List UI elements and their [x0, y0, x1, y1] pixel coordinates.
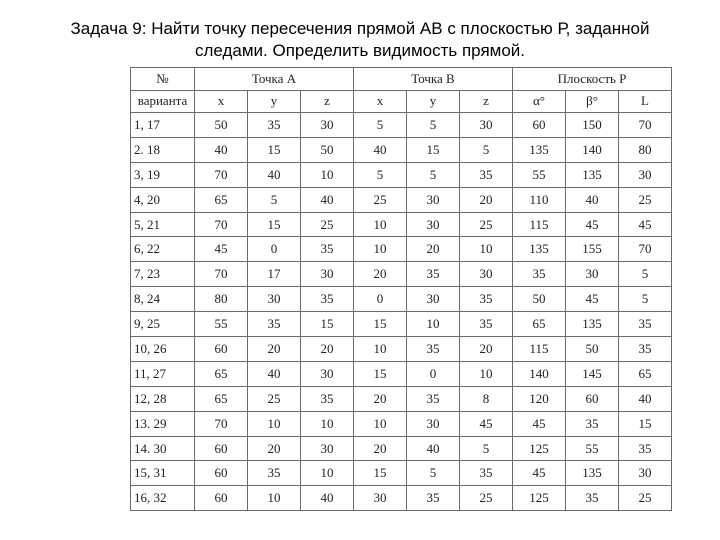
value-cell: 60 — [195, 337, 248, 362]
value-cell: 110 — [513, 187, 566, 212]
table-row — [131, 337, 672, 362]
header-number: № — [131, 68, 195, 91]
variant-cell: 4, 20 — [131, 187, 195, 212]
value-cell: 40 — [195, 137, 248, 162]
value-cell: 35 — [301, 386, 354, 411]
value-cell: 5 — [354, 113, 407, 138]
value-cell: 35 — [566, 486, 619, 511]
value-cell: 0 — [407, 361, 460, 386]
value-cell: 45 — [513, 461, 566, 486]
value-cell: 60 — [195, 486, 248, 511]
value-cell: 145 — [566, 361, 619, 386]
table-row — [131, 287, 672, 312]
value-cell: 125 — [513, 436, 566, 461]
table-row — [131, 312, 672, 337]
value-cell: 155 — [566, 237, 619, 262]
value-cell: 30 — [619, 162, 672, 187]
value-cell: 5 — [460, 137, 513, 162]
value-cell: 15 — [619, 411, 672, 436]
value-cell: 20 — [460, 337, 513, 362]
value-cell: 20 — [248, 337, 301, 362]
value-cell: 40 — [301, 486, 354, 511]
table-row — [131, 137, 672, 162]
variant-cell: 10, 26 — [131, 337, 195, 362]
value-cell: 20 — [354, 436, 407, 461]
value-cell: 30 — [301, 361, 354, 386]
value-cell: 40 — [248, 361, 301, 386]
value-cell: 30 — [354, 486, 407, 511]
value-cell: 65 — [513, 312, 566, 337]
value-cell: 30 — [619, 461, 672, 486]
value-cell: 115 — [513, 212, 566, 237]
table-row — [131, 461, 672, 486]
value-cell: 35 — [301, 287, 354, 312]
value-cell: 115 — [513, 337, 566, 362]
value-cell: 25 — [301, 212, 354, 237]
value-cell: 5 — [407, 162, 460, 187]
variant-cell: 9, 25 — [131, 312, 195, 337]
value-cell: 35 — [407, 337, 460, 362]
value-cell: 0 — [248, 237, 301, 262]
value-cell: 30 — [407, 187, 460, 212]
value-cell: 35 — [566, 411, 619, 436]
value-cell: 25 — [248, 386, 301, 411]
value-cell: 15 — [407, 137, 460, 162]
value-cell: 20 — [354, 386, 407, 411]
table-row — [131, 486, 672, 511]
value-cell: 45 — [513, 411, 566, 436]
table-row — [131, 436, 672, 461]
value-cell: 40 — [407, 436, 460, 461]
table-row — [131, 237, 672, 262]
variant-cell: 2. 18 — [131, 137, 195, 162]
title-line-2: следами. Определить видимость прямой. — [194, 41, 526, 60]
value-cell: 45 — [566, 212, 619, 237]
header-beta: β° — [566, 90, 619, 113]
table-row — [131, 187, 672, 212]
header-row-columns — [131, 90, 672, 113]
value-cell: 50 — [301, 137, 354, 162]
value-cell: 35 — [248, 312, 301, 337]
value-cell: 30 — [407, 212, 460, 237]
variant-cell: 5, 21 — [131, 212, 195, 237]
table-row — [131, 262, 672, 287]
value-cell: 10 — [301, 411, 354, 436]
value-cell: 5 — [248, 187, 301, 212]
value-cell: 10 — [354, 411, 407, 436]
table-body — [131, 113, 672, 511]
value-cell: 70 — [619, 113, 672, 138]
header-b-y: y — [407, 90, 460, 113]
value-cell: 30 — [407, 287, 460, 312]
value-cell: 35 — [407, 486, 460, 511]
value-cell: 135 — [566, 162, 619, 187]
variant-cell: 8, 24 — [131, 287, 195, 312]
value-cell: 10 — [407, 312, 460, 337]
value-cell: 140 — [513, 361, 566, 386]
value-cell: 15 — [248, 137, 301, 162]
header-a-y: y — [248, 90, 301, 113]
value-cell: 70 — [195, 262, 248, 287]
table-row — [131, 361, 672, 386]
variant-cell: 13. 29 — [131, 411, 195, 436]
variant-cell: 11, 27 — [131, 361, 195, 386]
value-cell: 70 — [195, 162, 248, 187]
value-cell: 40 — [619, 386, 672, 411]
value-cell: 10 — [460, 361, 513, 386]
value-cell: 35 — [513, 262, 566, 287]
variant-cell: 3, 19 — [131, 162, 195, 187]
value-cell: 25 — [619, 187, 672, 212]
value-cell: 20 — [407, 237, 460, 262]
value-cell: 35 — [460, 287, 513, 312]
value-cell: 8 — [460, 386, 513, 411]
value-cell: 55 — [513, 162, 566, 187]
value-cell: 10 — [248, 411, 301, 436]
value-cell: 20 — [248, 436, 301, 461]
value-cell: 35 — [248, 113, 301, 138]
variant-cell: 14. 30 — [131, 436, 195, 461]
value-cell: 65 — [195, 361, 248, 386]
value-cell: 150 — [566, 113, 619, 138]
value-cell: 25 — [460, 212, 513, 237]
table-row — [131, 162, 672, 187]
title-line-1: Задача 9: Найти точку пересечения прямой АВ с плоскостью Р, заданной — [70, 19, 650, 38]
variant-cell: 15, 31 — [131, 461, 195, 486]
value-cell: 55 — [566, 436, 619, 461]
value-cell: 30 — [460, 113, 513, 138]
value-cell: 35 — [301, 237, 354, 262]
value-cell: 30 — [460, 262, 513, 287]
value-cell: 50 — [195, 113, 248, 138]
value-cell: 15 — [354, 312, 407, 337]
value-cell: 135 — [566, 461, 619, 486]
value-cell: 35 — [460, 461, 513, 486]
value-cell: 25 — [460, 486, 513, 511]
value-cell: 35 — [407, 262, 460, 287]
variant-cell: 12, 28 — [131, 386, 195, 411]
value-cell: 135 — [566, 312, 619, 337]
value-cell: 30 — [301, 436, 354, 461]
value-cell: 140 — [566, 137, 619, 162]
value-cell: 25 — [354, 187, 407, 212]
value-cell: 70 — [195, 411, 248, 436]
value-cell: 20 — [354, 262, 407, 287]
value-cell: 35 — [460, 162, 513, 187]
variant-cell: 1, 17 — [131, 113, 195, 138]
value-cell: 40 — [566, 187, 619, 212]
header-variant: варианта — [131, 90, 195, 113]
value-cell: 135 — [513, 237, 566, 262]
header-alpha: α° — [513, 90, 566, 113]
value-cell: 45 — [195, 237, 248, 262]
value-cell: 65 — [195, 187, 248, 212]
header-a-x: x — [195, 90, 248, 113]
value-cell: 10 — [301, 162, 354, 187]
header-point-b: Точка В — [354, 68, 513, 91]
value-cell: 35 — [619, 312, 672, 337]
value-cell: 30 — [301, 113, 354, 138]
value-cell: 135 — [513, 137, 566, 162]
value-cell: 0 — [354, 287, 407, 312]
value-cell: 60 — [513, 113, 566, 138]
header-plane-p: Плоскость Р — [513, 68, 672, 91]
value-cell: 35 — [619, 436, 672, 461]
value-cell: 40 — [248, 162, 301, 187]
table-row — [131, 113, 672, 138]
value-cell: 5 — [354, 162, 407, 187]
task-title — [20, 18, 700, 62]
table-row — [131, 212, 672, 237]
value-cell: 30 — [566, 262, 619, 287]
value-cell: 5 — [460, 436, 513, 461]
variant-cell: 16, 32 — [131, 486, 195, 511]
value-cell: 5 — [407, 113, 460, 138]
value-cell: 35 — [407, 386, 460, 411]
value-cell: 50 — [513, 287, 566, 312]
value-cell: 50 — [566, 337, 619, 362]
value-cell: 10 — [248, 486, 301, 511]
value-cell: 5 — [619, 287, 672, 312]
header-b-z: z — [460, 90, 513, 113]
value-cell: 60 — [195, 461, 248, 486]
header-a-z: z — [301, 90, 354, 113]
value-cell: 55 — [195, 312, 248, 337]
value-cell: 5 — [407, 461, 460, 486]
variant-cell: 6, 22 — [131, 237, 195, 262]
value-cell: 65 — [619, 361, 672, 386]
variant-cell: 7, 23 — [131, 262, 195, 287]
header-b-x: x — [354, 90, 407, 113]
header-row-groups — [131, 68, 672, 91]
value-cell: 40 — [301, 187, 354, 212]
value-cell: 60 — [566, 386, 619, 411]
value-cell: 80 — [619, 137, 672, 162]
header-point-a: Точка А — [195, 68, 354, 91]
value-cell: 30 — [248, 287, 301, 312]
value-cell: 80 — [195, 287, 248, 312]
value-cell: 10 — [354, 237, 407, 262]
value-cell: 17 — [248, 262, 301, 287]
value-cell: 15 — [354, 461, 407, 486]
value-cell: 10 — [354, 337, 407, 362]
value-cell: 5 — [619, 262, 672, 287]
value-cell: 45 — [566, 287, 619, 312]
value-cell: 40 — [354, 137, 407, 162]
value-cell: 70 — [195, 212, 248, 237]
value-cell: 25 — [619, 486, 672, 511]
value-cell: 15 — [301, 312, 354, 337]
value-cell: 45 — [619, 212, 672, 237]
value-cell: 20 — [460, 187, 513, 212]
value-cell: 10 — [354, 212, 407, 237]
value-cell: 20 — [301, 337, 354, 362]
value-cell: 70 — [619, 237, 672, 262]
variants-table — [130, 67, 672, 511]
header-l: L — [619, 90, 672, 113]
value-cell: 35 — [619, 337, 672, 362]
value-cell: 60 — [195, 436, 248, 461]
table-row — [131, 411, 672, 436]
value-cell: 120 — [513, 386, 566, 411]
value-cell: 45 — [460, 411, 513, 436]
value-cell: 10 — [460, 237, 513, 262]
table-row — [131, 386, 672, 411]
value-cell: 30 — [301, 262, 354, 287]
value-cell: 65 — [195, 386, 248, 411]
value-cell: 10 — [301, 461, 354, 486]
value-cell: 30 — [407, 411, 460, 436]
value-cell: 15 — [354, 361, 407, 386]
value-cell: 35 — [460, 312, 513, 337]
value-cell: 35 — [248, 461, 301, 486]
value-cell: 125 — [513, 486, 566, 511]
value-cell: 15 — [248, 212, 301, 237]
